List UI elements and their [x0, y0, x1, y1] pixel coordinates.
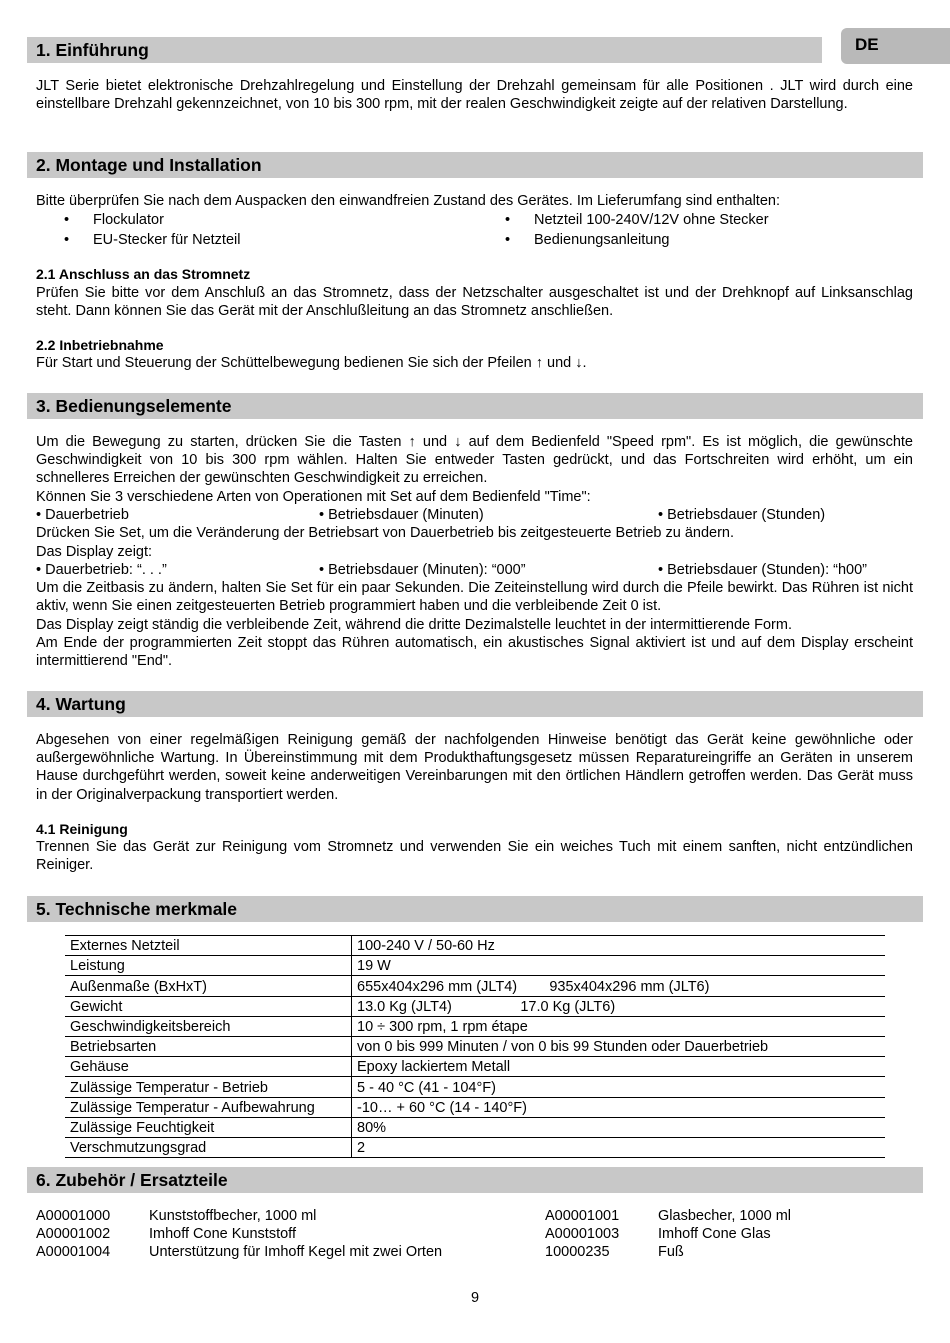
section-4-heading: 4. Wartung: [27, 691, 923, 717]
table-row: [65, 1097, 885, 1117]
language-tab: DE: [841, 28, 950, 64]
page-number: 9: [470, 1290, 480, 1306]
accessory-code: A00001003: [545, 1226, 620, 1242]
accessory-code: A00001002: [36, 1226, 111, 1242]
spec-label: Zulässige Feuchtigkeit: [65, 1117, 352, 1137]
table-row: [65, 1117, 885, 1137]
table-row: [65, 1036, 885, 1056]
spec-value: 19 W: [352, 956, 886, 976]
subsection-2-1-text: Prüfen Sie bitte vor dem Anschluß an das Stromnetz, dass der Netzschalter ausgeschaltet ist und der Drehknopf auf Linksanschlag steht. Dann können Sie das Gerät mit der Anschlußleitung an das Stromnetz anschließen.: [36, 285, 913, 320]
subsection-2-2-text: Für Start und Steuerung der Schüttelbewegung bedienen Sie sich der Pfeilen ↑ und ↓.: [36, 355, 587, 371]
list-item: • Flockulator: [64, 212, 164, 228]
accessory-code: A00001004: [36, 1244, 111, 1260]
display-item: • Betriebsdauer (Minuten): “000”: [319, 562, 526, 578]
section-3-paragraph: Um die Zeitbasis zu ändern, halten Sie Set für ein paar Sekunden. Die Zeiteinstellung wird durch die Pfeile bewirkt. Das Rühren ist nicht aktiv, wenn Sie einen zeitgesteuerten Betrieb programmiert haben und die verbleibende Zeit 0 ist.: [36, 580, 913, 615]
subsection-2-2-title: 2.2 Inbetriebnahme: [36, 337, 164, 353]
subsection-2-1-title: 2.1 Anschluss an das Stromnetz: [36, 266, 251, 282]
list-item: • EU-Stecker für Netzteil: [64, 232, 241, 248]
spec-value: 80%: [352, 1117, 886, 1137]
spec-value: -10… + 60 °C (14 - 140°F): [352, 1097, 886, 1117]
list-item: • Netzteil 100-240V/12V ohne Stecker: [505, 212, 769, 228]
table-row: [65, 1016, 885, 1036]
accessory-code: 10000235: [545, 1244, 610, 1260]
section-3-paragraph: Am Ende der programmierten Zeit stoppt das Rühren automatisch, ein akustisches Signal aktiviert ist und auf dem Display erscheint intermittierend "End".: [36, 635, 913, 670]
spec-value: Epoxy lackiertem Metall: [352, 1057, 886, 1077]
list-item: • Bedienungsanleitung: [505, 232, 670, 248]
spec-label: Gewicht: [65, 996, 352, 1016]
section-3-heading: 3. Bedienungselemente: [27, 393, 923, 419]
spec-value: von 0 bis 999 Minuten / von 0 bis 99 Stunden oder Dauerbetrieb: [352, 1036, 886, 1056]
mode-item: • Betriebsdauer (Stunden): [658, 507, 826, 523]
section-1-heading: 1. Einführung: [27, 37, 822, 63]
spec-value: 13.0 Kg (JLT4) 17.0 Kg (JLT6): [352, 996, 886, 1016]
spec-label: Gehäuse: [65, 1057, 352, 1077]
spec-value: 10 ÷ 300 rpm, 1 rpm étape: [352, 1016, 886, 1036]
display-item: • Betriebsdauer (Stunden): “h00”: [658, 562, 867, 578]
section-4-text: Abgesehen von einer regelmäßigen Reinigung gemäß der nachfolgenden Hinweise benötigt das Gerät keine gewöhnliche oder außergewöhnliche Wartung. In Übereinstimmung mit dem Produkthaftungsgesetz müssen Reparatureingriffe an Geräten in unserem Hause durchgeführt werden, soweit keine anderweitigen Vereinbarungen mit den örtlichen Händlern getroffen werden. Das Gerät muss in der Originalverpackung transportiert werden.: [36, 732, 913, 803]
spec-label: Geschwindigkeitsbereich: [65, 1016, 352, 1036]
spec-label: Zulässige Temperatur - Betrieb: [65, 1077, 352, 1097]
section-2-intro: Bitte überprüfen Sie nach dem Auspacken den einwandfreien Zustand des Gerätes. Im Lieferumfang sind enthalten:: [36, 193, 780, 209]
table-row: [65, 996, 885, 1016]
section-1-text: JLT Serie bietet elektronische Drehzahlregelung und Einstellung der Drehzahl gemeinsam für alle Positionen . JLT wird durch eine einstellbare Drehzahl gekennzeichnet, von 10 bis 300 rpm, mit der realen Geschwindigkeit zeigte auf der relativen Darstellung.: [36, 78, 913, 113]
spec-value: 655x404x296 mm (JLT4) 935x404x296 mm (JLT6): [352, 976, 886, 996]
table-row: [65, 1137, 885, 1157]
accessory-code: A00001001: [545, 1208, 620, 1224]
table-row: [65, 1077, 885, 1097]
spec-label: Externes Netzteil: [65, 936, 352, 956]
table-row: [65, 1057, 885, 1077]
accessory-code: A00001000: [36, 1208, 111, 1224]
section-6-heading: 6. Zubehör / Ersatzteile: [27, 1167, 923, 1193]
spec-value: 5 - 40 °C (41 - 104°F): [352, 1077, 886, 1097]
spec-label: Leistung: [65, 956, 352, 976]
subsection-4-1-title: 4.1 Reinigung: [36, 821, 128, 837]
accessory-name: Imhoff Cone Glas: [658, 1226, 771, 1242]
section-3-paragraph: Das Display zeigt ständig die verbleibende Zeit, während die dritte Dezimalstelle leuchtet in der intermittierende Form.: [36, 617, 792, 633]
mode-item: • Betriebsdauer (Minuten): [319, 507, 484, 523]
section-2-heading: 2. Montage und Installation: [27, 152, 923, 178]
spec-label: Verschmutzungsgrad: [65, 1137, 352, 1157]
display-item: • Dauerbetrieb: “. . .”: [36, 562, 167, 578]
spec-label: Betriebsarten: [65, 1036, 352, 1056]
technical-specs-table: [65, 935, 885, 1158]
subsection-4-1-text: Trennen Sie das Gerät zur Reinigung vom Stromnetz und verwenden Sie ein weiches Tuch mit einem sanften, nicht entzündlichen Reiniger.: [36, 839, 913, 874]
spec-label: Außenmaße (BxHxT): [65, 976, 352, 996]
spec-value: 2: [352, 1137, 886, 1157]
section-5-heading: 5. Technische merkmale: [27, 896, 923, 922]
section-3-paragraph: Das Display zeigt:: [36, 544, 153, 560]
spec-label: Zulässige Temperatur - Aufbewahrung: [65, 1097, 352, 1117]
accessory-name: Fuß: [658, 1244, 684, 1260]
accessory-name: Glasbecher, 1000 ml: [658, 1208, 791, 1224]
table-row: [65, 936, 885, 956]
table-row: [65, 976, 885, 996]
section-3-paragraph: Um die Bewegung zu starten, drücken Sie die Tasten ↑ und ↓ auf dem Bedienfeld "Speed rpm". Es ist möglich, die gewünschte Geschwindigkeit von 10 bis 300 rpm wählen. Halten Sie entweder Tasten gedrückt, und das Fortschreiten wird erhöht, um ein schnelleres Erreichen der gewünschten Geschwindigkeit zu erreichen.: [36, 434, 913, 487]
accessory-name: Unterstützung für Imhoff Kegel mit zwei Orten: [149, 1244, 443, 1260]
accessory-name: Kunststoffbecher, 1000 ml: [149, 1208, 317, 1224]
section-3-paragraph: Können Sie 3 verschiedene Arten von Operationen mit Set auf dem Bedienfeld "Time":: [36, 489, 591, 505]
section-3-paragraph: Drücken Sie Set, um die Veränderung der Betriebsart von Dauerbetrieb bis zeitgesteuerte Betrieb zu ändern.: [36, 525, 735, 541]
table-row: [65, 956, 885, 976]
accessory-name: Imhoff Cone Kunststoff: [149, 1226, 296, 1242]
spec-value: 100-240 V / 50-60 Hz: [352, 936, 886, 956]
mode-item: • Dauerbetrieb: [36, 507, 129, 523]
